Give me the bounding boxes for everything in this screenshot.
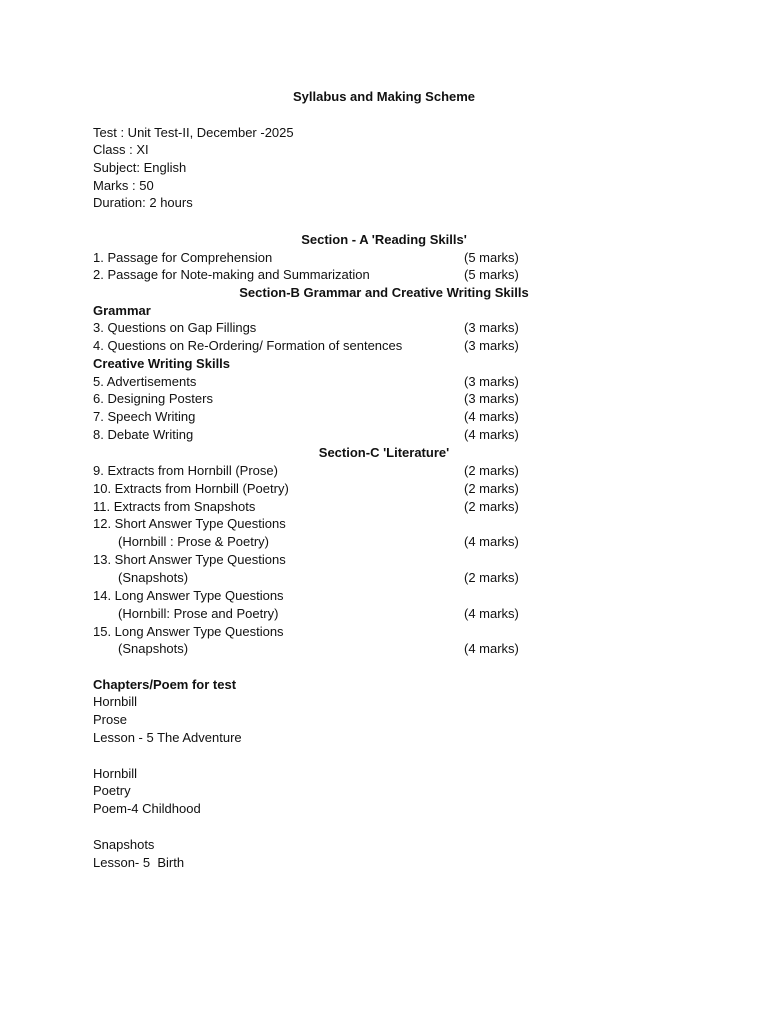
item-marks: (4 marks)	[464, 534, 519, 549]
item-text: 1. Passage for Comprehension	[93, 250, 273, 265]
subject-info: Subject: English	[93, 160, 187, 175]
test-info: Test : Unit Test-II, December -2025	[93, 125, 294, 140]
item-marks: (2 marks)	[464, 570, 519, 585]
section-a-heading: Section - A 'Reading Skills'	[301, 232, 467, 247]
item-marks: (4 marks)	[464, 409, 519, 424]
grammar-heading: Grammar	[93, 303, 151, 318]
chapters-heading: Chapters/Poem for test	[93, 677, 237, 692]
item-subtext: (Snapshots)	[118, 570, 189, 585]
item-marks: (3 marks)	[464, 374, 519, 389]
item-marks: (5 marks)	[464, 250, 519, 265]
chapter-line: Prose	[93, 712, 127, 727]
item-subtext: (Hornbill: Prose and Poetry)	[118, 606, 279, 621]
item-text: 13. Short Answer Type Questions	[93, 552, 286, 567]
item-text: 11. Extracts from Snapshots	[93, 499, 256, 514]
marks-info: Marks : 50	[93, 178, 154, 193]
item-marks: (2 marks)	[464, 499, 519, 514]
item-text: 15. Long Answer Type Questions	[93, 624, 284, 639]
item-text: 2. Passage for Note-making and Summarization	[93, 267, 370, 282]
class-info: Class : XI	[93, 142, 149, 157]
section-c-heading: Section-C 'Literature'	[318, 445, 450, 460]
item-subtext: (Hornbill : Prose & Poetry)	[118, 534, 269, 549]
duration-info: Duration: 2 hours	[93, 195, 193, 210]
item-text: 14. Long Answer Type Questions	[93, 588, 284, 603]
chapter-line: Snapshots	[93, 837, 155, 852]
chapter-line: Poem-4 Childhood	[93, 801, 201, 816]
item-text: 7. Speech Writing	[93, 409, 196, 424]
item-marks: (3 marks)	[464, 320, 519, 335]
chapter-line: Lesson- 5 Birth	[93, 855, 185, 870]
section-b-heading: Section-B Grammar and Creative Writing Skills	[239, 285, 529, 300]
item-marks: (2 marks)	[464, 481, 519, 496]
item-marks: (4 marks)	[464, 606, 519, 621]
creative-writing-heading: Creative Writing Skills	[93, 356, 231, 371]
item-text: 5. Advertisements	[93, 374, 197, 389]
item-subtext: (Snapshots)	[118, 641, 189, 656]
item-text: 8. Debate Writing	[93, 427, 194, 442]
item-marks: (5 marks)	[464, 267, 519, 282]
chapter-line: Hornbill	[93, 694, 138, 709]
item-text: 10. Extracts from Hornbill (Poetry)	[93, 481, 289, 496]
item-text: 4. Questions on Re-Ordering/ Formation of sentences	[93, 338, 403, 353]
chapter-line: Lesson - 5 The Adventure	[93, 730, 242, 745]
item-marks: (4 marks)	[464, 427, 519, 442]
item-text: 9. Extracts from Hornbill (Prose)	[93, 463, 278, 478]
item-marks: (4 marks)	[464, 641, 519, 656]
chapter-line: Hornbill	[93, 766, 138, 781]
chapter-line: Poetry	[93, 783, 131, 798]
document-title: Syllabus and Making Scheme	[292, 89, 476, 104]
item-text: 6. Designing Posters	[93, 391, 213, 406]
item-text: 3. Questions on Gap Fillings	[93, 320, 257, 335]
item-text: 12. Short Answer Type Questions	[93, 516, 286, 531]
item-marks: (3 marks)	[464, 338, 519, 353]
item-marks: (3 marks)	[464, 391, 519, 406]
item-marks: (2 marks)	[464, 463, 519, 478]
